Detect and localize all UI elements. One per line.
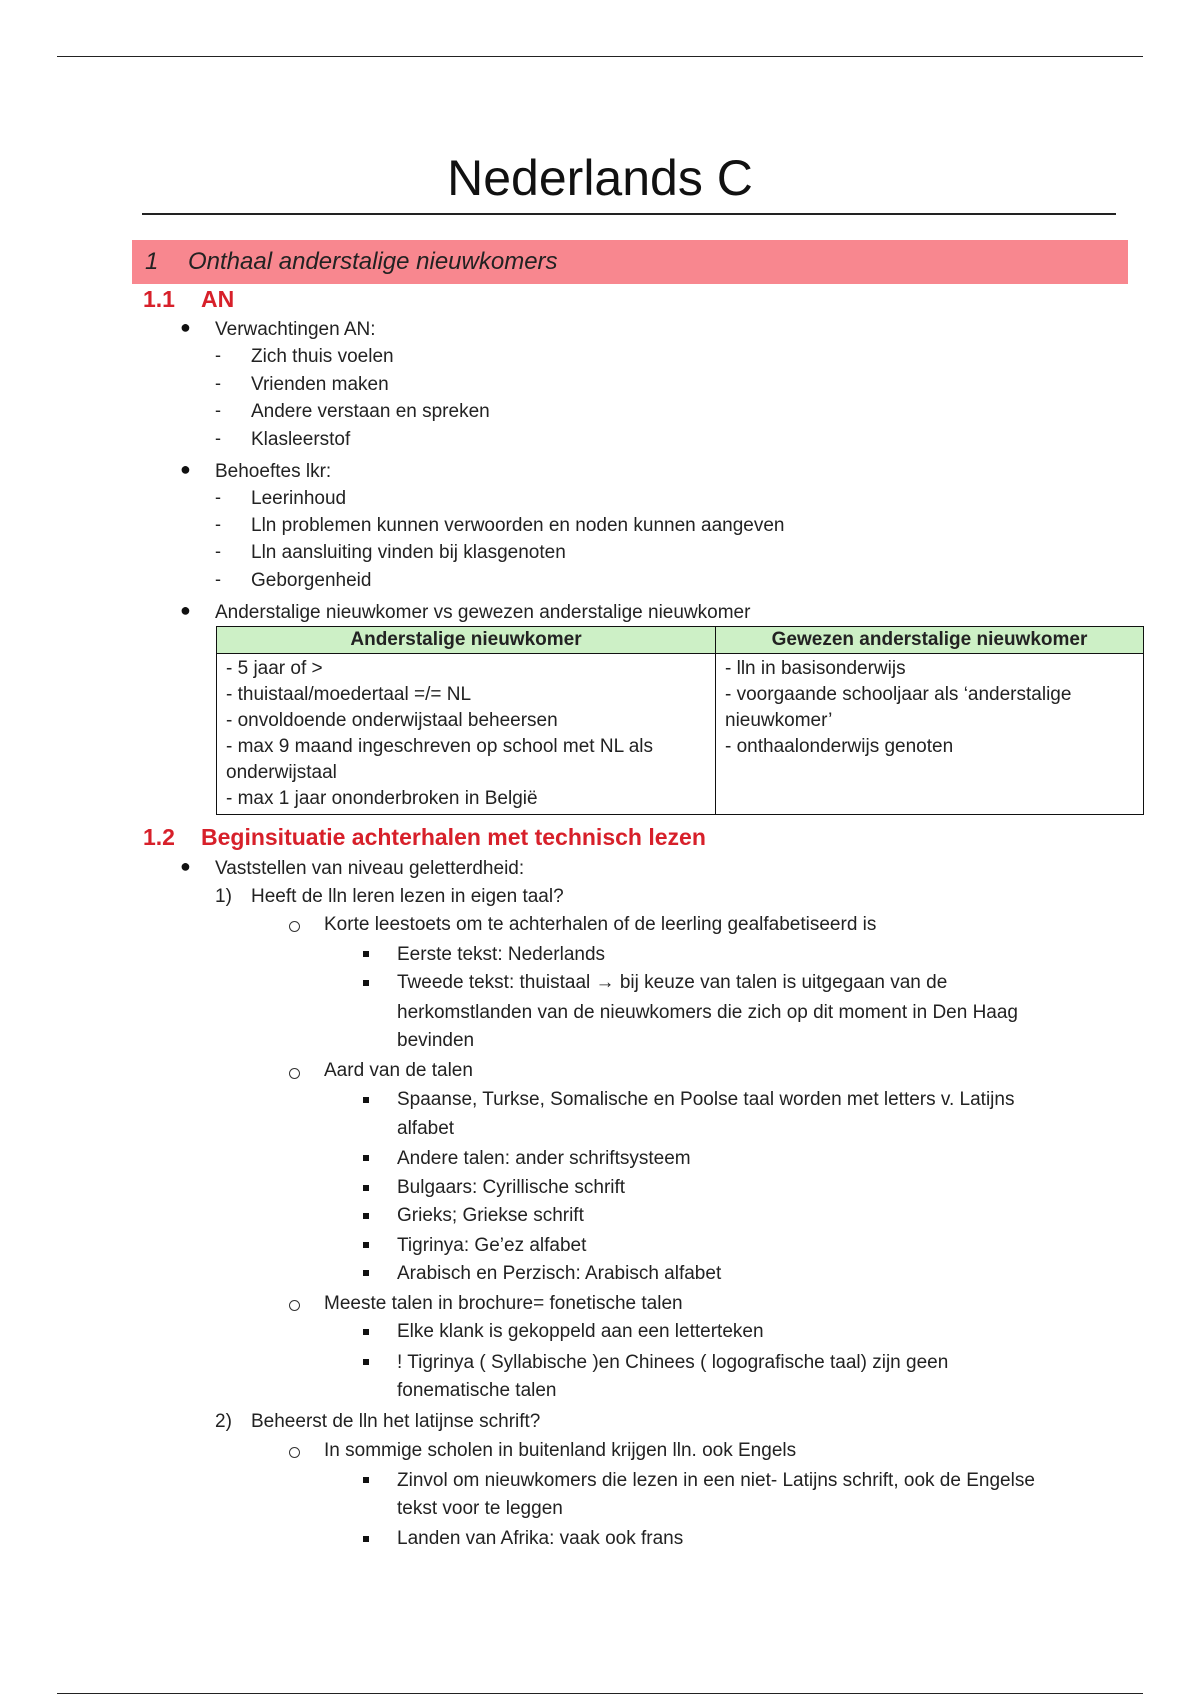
square-bullet-icon (363, 1155, 369, 1161)
question-1-text: Heeft de lln leren lezen in eigen taal? (251, 886, 564, 907)
bullet-icon: ● (180, 856, 191, 876)
circle-bullet-icon (289, 1068, 300, 1079)
list-item: Grieks; Griekse schrift (397, 1205, 584, 1226)
comparison-label: Anderstalige nieuwkomer vs gewezen anderstalige nieuwkomer (215, 602, 751, 623)
list-item: Zich thuis voelen (251, 346, 394, 367)
circle-bullet-icon (289, 1300, 300, 1311)
list-item: Leerinhoud (251, 488, 347, 509)
section-1-2-title: Beginsituatie achterhalen met technisch lezen (201, 824, 706, 850)
list-item: Andere talen: ander schriftsysteem (397, 1148, 691, 1169)
page-bottom-rule (57, 1693, 1143, 1694)
table-cell (217, 654, 716, 815)
title-underline (142, 213, 1116, 215)
section-1-1-number: 1.1 (143, 286, 175, 312)
square-bullet-icon (363, 1536, 369, 1542)
section-1-2-heading (143, 824, 706, 851)
cell-line: - thuistaal/moedertaal =/= NL (226, 684, 472, 705)
comparison-table (216, 626, 1144, 815)
cell-line: - onthaalonderwijs genoten (725, 736, 954, 757)
needs-label: Behoeftes lkr: (215, 461, 332, 482)
bullet-icon: ● (180, 317, 191, 337)
table-header-row (217, 627, 1144, 654)
bullet-icon: ● (180, 600, 191, 620)
dash-icon: - (215, 569, 221, 589)
question-2-number: 2) (215, 1411, 232, 1432)
list-item: Zinvol om nieuwkomers die lezen in een niet- Latijns schrift, ook de Engelse (397, 1470, 1035, 1491)
square-bullet-icon (363, 1359, 369, 1365)
cell-line: - voorgaande schooljaar als ‘anderstalige nieuwkomer’ (725, 684, 1072, 731)
section-1-1-title: AN (201, 286, 235, 312)
dash-icon: - (215, 487, 221, 507)
cell-line: - lln in basisonderwijs (725, 658, 906, 679)
list-item: Elke klank is gekoppeld aan een letterteken (397, 1321, 764, 1342)
list-item: Klasleerstof (251, 429, 351, 450)
square-bullet-icon (363, 1270, 369, 1276)
square-bullet-icon (363, 1097, 369, 1103)
dash-icon: - (215, 541, 221, 561)
dash-icon: - (215, 428, 221, 448)
circle-bullet-icon (289, 1447, 300, 1458)
list-item: Tigrinya: Ge’ez alfabet (397, 1235, 587, 1256)
page-top-rule (57, 56, 1143, 57)
list-item-continued: tekst voor te leggen (397, 1498, 563, 1519)
cell-line: - onvoldoende onderwijstaal beheersen (226, 710, 558, 731)
table-row (217, 654, 1144, 815)
list-item: Vrienden maken (251, 374, 389, 395)
list-item: Meeste talen in brochure= fonetische talen (324, 1293, 683, 1314)
list-item: Vaststellen van niveau geletterdheid: (215, 858, 525, 879)
table-cell (716, 654, 1144, 815)
cell-line: - 5 jaar of > (226, 658, 323, 679)
table-header: Anderstalige nieuwkomer (217, 627, 716, 654)
square-bullet-icon (363, 1185, 369, 1191)
list-item: In sommige scholen in buitenland krijgen lln. ook Engels (324, 1440, 797, 1461)
list-item: Spaanse, Turkse, Somalische en Poolse taal worden met letters v. Latijns (397, 1089, 1015, 1110)
section-1-heading (132, 240, 1128, 284)
square-bullet-icon (363, 1242, 369, 1248)
dash-icon: - (215, 345, 221, 365)
expectations-label: Verwachtingen AN: (215, 319, 376, 340)
list-item: Aard van de talen (324, 1060, 473, 1081)
list-item-continued: herkomstlanden van de nieuwkomers die zich op dit moment in Den Haag (397, 1002, 1018, 1023)
list-item: Landen van Afrika: vaak ook frans (397, 1528, 684, 1549)
page-title: Nederlands C (447, 150, 753, 206)
list-item: Lln problemen kunnen verwoorden en noden kunnen aangeven (251, 515, 785, 536)
list-item-continued: alfabet (397, 1118, 455, 1139)
cell-line: - max 9 maand ingeschreven op school met NL als onderwijstaal (226, 736, 654, 783)
table-header: Gewezen anderstalige nieuwkomer (716, 627, 1144, 654)
list-item: Geborgenheid (251, 570, 372, 591)
list-item: ! Tigrinya ( Syllabische )en Chinees ( logografische taal) zijn geen (397, 1352, 949, 1373)
cell-line: - max 1 jaar ononderbroken in België (226, 788, 538, 809)
list-item-continued: fonematische talen (397, 1380, 557, 1401)
dash-icon: - (215, 400, 221, 420)
list-item: Andere verstaan en spreken (251, 401, 490, 422)
list-item: Lln aansluiting vinden bij klasgenoten (251, 542, 566, 563)
question-1-number: 1) (215, 886, 232, 907)
section-1-number: 1 (145, 248, 159, 275)
section-1-title: Onthaal anderstalige nieuwkomers (188, 248, 558, 275)
square-bullet-icon (363, 951, 369, 957)
square-bullet-icon (363, 980, 369, 986)
dash-icon: - (215, 373, 221, 393)
bullet-icon: ● (180, 459, 191, 479)
circle-bullet-icon (289, 921, 300, 932)
square-bullet-icon (363, 1477, 369, 1483)
list-item: Bulgaars: Cyrillische schrift (397, 1177, 626, 1198)
square-bullet-icon (363, 1329, 369, 1335)
section-1-1-heading (143, 286, 234, 313)
dash-icon: - (215, 514, 221, 534)
list-item: Tweede tekst: thuistaal → bij keuze van talen is uitgegaan van de (397, 972, 948, 993)
question-2-text: Beheerst de lln het latijnse schrift? (251, 1411, 541, 1432)
list-item-continued: bevinden (397, 1030, 475, 1051)
list-item: Korte leestoets om te achterhalen of de leerling gealfabetiseerd is (324, 914, 877, 935)
square-bullet-icon (363, 1213, 369, 1219)
list-item: Arabisch en Perzisch: Arabisch alfabet (397, 1263, 722, 1284)
section-1-2-number: 1.2 (143, 824, 175, 850)
list-item: Eerste tekst: Nederlands (397, 944, 606, 965)
